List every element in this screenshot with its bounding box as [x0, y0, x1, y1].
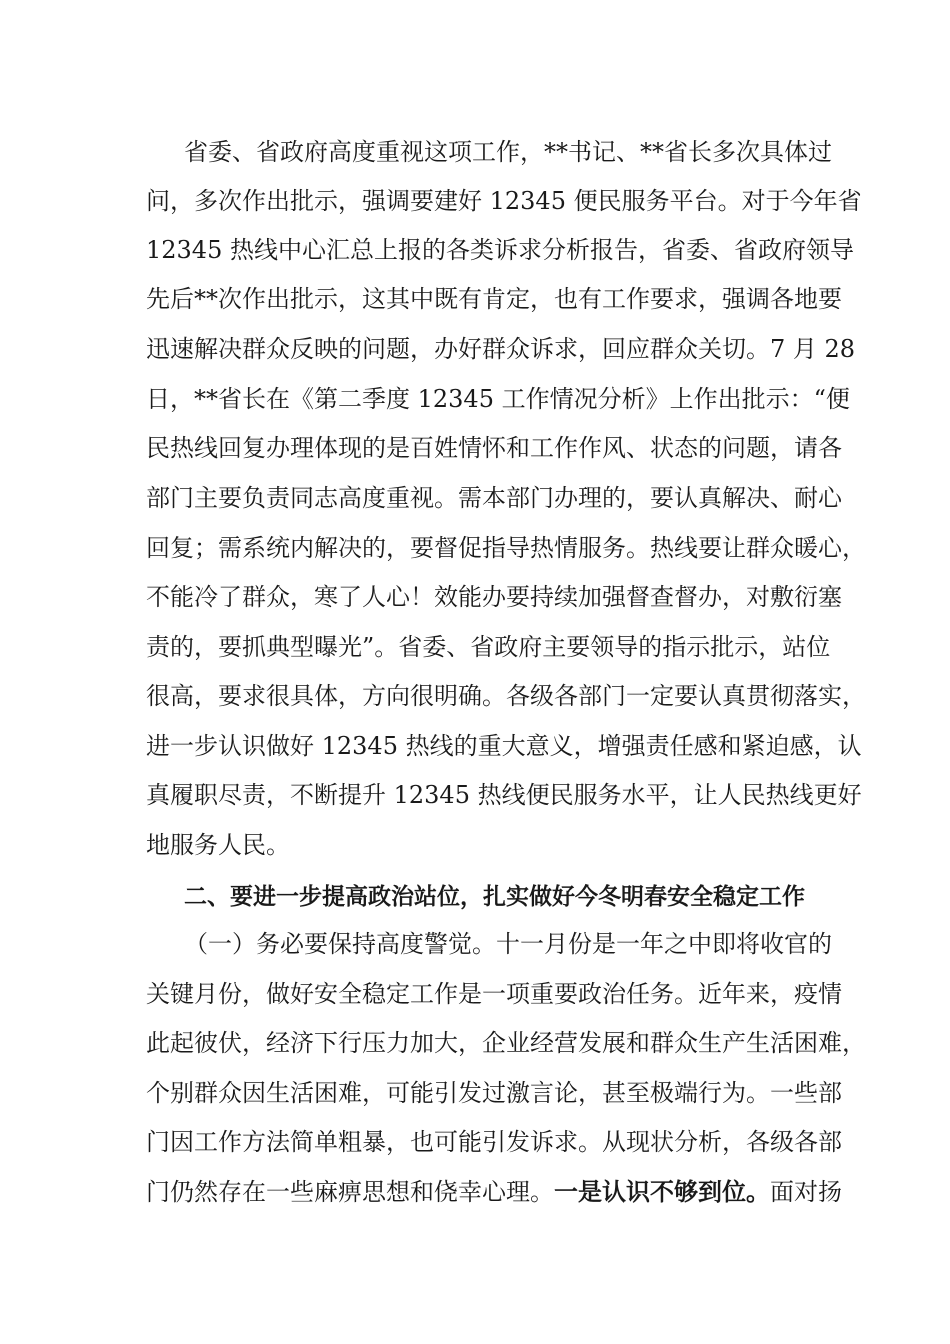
- paragraph-1-line-15: 地服务人民。: [146, 831, 290, 859]
- paragraph-2-bold-phrase: 一是认识不够到位。: [554, 1177, 770, 1206]
- paragraph-1-line-4: 先后**次作出批示，这其中既有肯定，也有工作要求，强调各地要: [146, 285, 842, 313]
- paragraph-2-line-2: 关键月份，做好安全稳定工作是一项重要政治任务。近年来，疫情: [146, 980, 842, 1008]
- paragraph-1-line-10: 不能冷了群众，寒了人心！效能办要持续加强督查督办，对敷衍塞: [146, 583, 842, 611]
- section-heading: 二、要进一步提高政治站位，扎实做好今冬明春安全稳定工作: [184, 884, 805, 910]
- paragraph-1-line-13: 进一步认识做好 12345 热线的重大意义，增强责任感和紧迫感，认: [146, 732, 862, 760]
- paragraph-1-line-11: 责的，要抓典型曝光”。省委、省政府主要领导的指示批示，站位: [146, 633, 831, 661]
- paragraph-2-line-3: 此起彼伏，经济下行压力加大，企业经营发展和群众生产生活困难，: [146, 1029, 866, 1057]
- paragraph-2-line-6-suffix: 面对扬: [770, 1178, 842, 1206]
- paragraph-1-line-9: 回复；需系统内解决的，要督促指导热情服务。热线要让群众暖心，: [146, 534, 866, 562]
- paragraph-1-line-14: 真履职尽责，不断提升 12345 热线便民服务水平，让人民热线更好: [146, 781, 862, 809]
- paragraph-1-line-7: 民热线回复办理体现的是百姓情怀和工作作风、状态的问题，请各: [146, 434, 842, 462]
- paragraph-1-line-12: 很高，要求很具体，方向很明确。各级各部门一定要认真贯彻落实，: [146, 682, 866, 710]
- paragraph-2-line-1: （一）务必要保持高度警觉。十一月份是一年之中即将收官的: [184, 930, 832, 958]
- paragraph-2-line-5: 门因工作方法简单粗暴，也可能引发诉求。从现状分析，各级各部: [146, 1128, 842, 1156]
- paragraph-2-line-6: [146, 1172, 842, 1212]
- paragraph-1-line-1: 省委、省政府高度重视这项工作，**书记、**省长多次具体过: [184, 138, 832, 166]
- paragraph-1-line-5: 迅速解决群众反映的问题，办好群众诉求，回应群众关切。7 月 28: [146, 335, 856, 363]
- paragraph-2-line-6-prefix: 门仍然存在一些麻痹思想和侥幸心理。: [146, 1178, 554, 1206]
- paragraph-1-line-2: 问，多次作出批示，强调要建好 12345 便民服务平台。对于今年省: [146, 187, 862, 215]
- paragraph-1-line-6: 日，**省长在《第二季度 12345 工作情况分析》上作出批示：“便: [146, 385, 850, 413]
- paragraph-1-line-3: 12345 热线中心汇总上报的各类诉求分析报告，省委、省政府领导: [146, 236, 854, 264]
- paragraph-2-line-4: 个别群众因生活困难，可能引发过激言论，甚至极端行为。一些部: [146, 1079, 842, 1107]
- paragraph-1-line-8: 部门主要负责同志高度重视。需本部门办理的，要认真解决、耐心: [146, 484, 842, 512]
